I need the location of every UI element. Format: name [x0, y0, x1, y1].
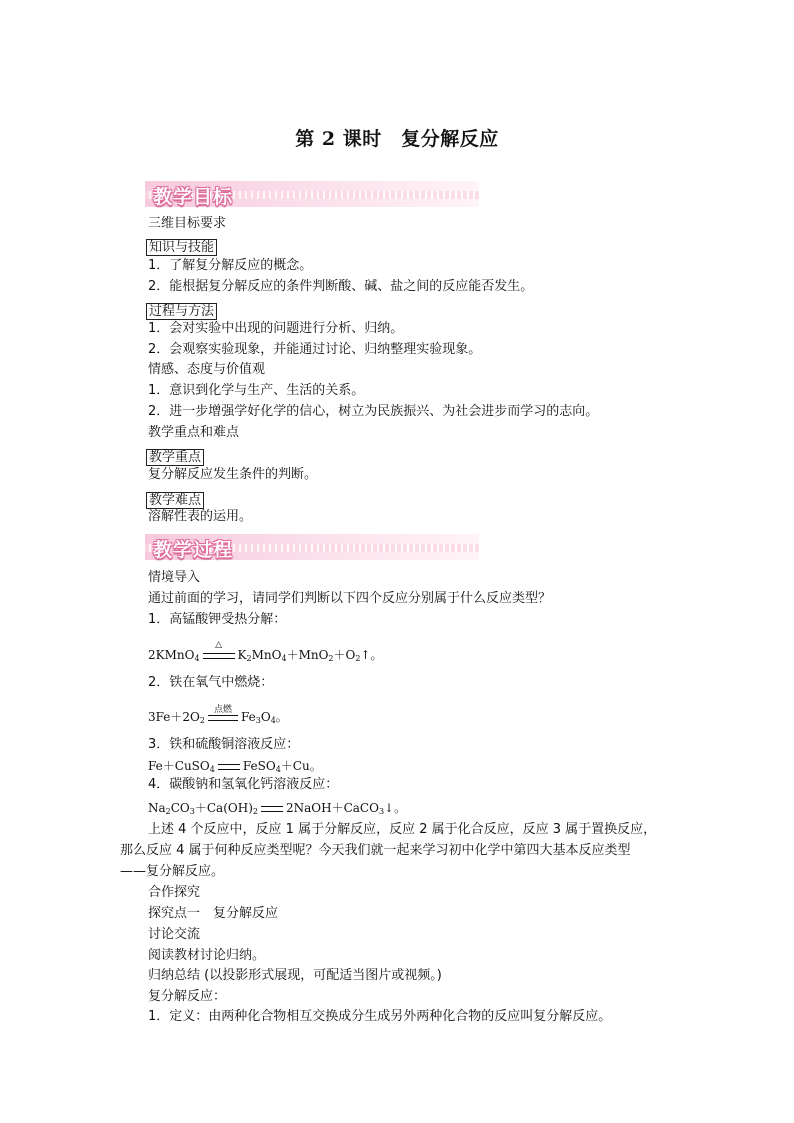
reaction-4-equation: $Na_2CO_3+Ca(OH)_2$ 2NaOH＋CaCO$_3$↓。 — [148, 801, 407, 816]
process-item-1: 1．会对实验中出现的问题进行分析、归纳。 — [148, 321, 404, 336]
intro-question: 通过前面的学习，请同学们判断以下四个反应分别属于什么反应类型？ — [148, 591, 552, 606]
banner-title-objectives: 教学目标 — [153, 186, 234, 208]
section-banner-objectives — [145, 181, 479, 207]
label-process-method: 过程与方法 — [146, 303, 217, 320]
exploration-point-1: 探究点一 复分解反应 — [148, 906, 279, 921]
paragraph-line-1: 上述 4 个反应中，反应 1 属于分解反应，反应 2 属于化合反应，反应 3 属于置换反应， — [148, 822, 657, 837]
reaction-4-label: 4．碳酸钠和氢氧化钙溶液反应： — [148, 777, 339, 792]
section-banner-process — [145, 534, 479, 560]
process-item-2: 2．会观察实验现象，并能通过讨论、归纳整理实验现象。 — [148, 342, 482, 357]
reaction-1-equation: 2KMnO$_4$ △ $K_2MnO_4+MnO_2+O_2↑$。 — [148, 639, 383, 663]
banner-title-process: 教学过程 — [153, 539, 234, 561]
cooperation-heading: 合作探究 — [148, 885, 201, 900]
read-instruction: 阅读教材讨论归纳。 — [148, 948, 266, 963]
definition-heading: 复分解反应： — [148, 989, 227, 1004]
key-point-text: 复分解反应发生条件的判断。 — [148, 467, 318, 482]
objectives-heading: 三维目标要求 — [148, 216, 227, 231]
label-knowledge: 知识与技能 — [146, 239, 217, 256]
knowledge-item-1: 1．了解复分解反应的概念。 — [148, 258, 313, 273]
label-difficulty: 教学难点 — [146, 492, 204, 509]
intro-heading: 情境导入 — [148, 570, 201, 585]
page-title: 第 2 课时 复分解反应 — [295, 128, 499, 150]
difficulty-text: 溶解性表的运用。 — [148, 509, 253, 524]
knowledge-item-2: 2．能根据复分解反应的条件判断酸、碱、盐之间的反应能否发生。 — [148, 279, 534, 294]
reaction-3-label: 3．铁和硫酸铜溶液反应： — [148, 737, 300, 752]
paragraph-line-2: 那么反应 4 属于何种反应类型呢？今天我们就一起来学习初中化学中第四大基本反应类型 — [120, 843, 631, 858]
reaction-2-label: 2．铁在氧气中燃烧： — [148, 675, 274, 690]
label-key-point: 教学重点 — [146, 449, 204, 466]
emotion-item-1: 1．意识到化学与生产、生活的关系。 — [148, 383, 365, 398]
paragraph-line-3: ——复分解反应。 — [120, 864, 225, 879]
key-difficulty-heading: 教学重点和难点 — [148, 425, 240, 440]
reaction-1-label: 1．高锰酸钾受热分解： — [148, 612, 287, 627]
emotion-item-2: 2．进一步增强学好化学的信心，树立为民族振兴、为社会进步而学习的志向。 — [148, 404, 599, 419]
definition-1: 1．定义：由两种化合物相互交换成分生成另外两种化合物的反应叫复分解反应。 — [148, 1009, 612, 1024]
reaction-2-equation: $3Fe+2O_2$ 点燃 $Fe_3O_4$。 — [148, 704, 288, 725]
discussion-heading: 讨论交流 — [148, 927, 201, 942]
summary-line: 归纳总结 (以投影形式展现，可配适当图片或视频。) — [148, 968, 442, 983]
emotion-label: 情感、态度与价值观 — [148, 362, 266, 377]
reaction-3-equation: Fe＋CuSO$_4$ FeSO$_4$＋Cu。 — [148, 759, 322, 774]
